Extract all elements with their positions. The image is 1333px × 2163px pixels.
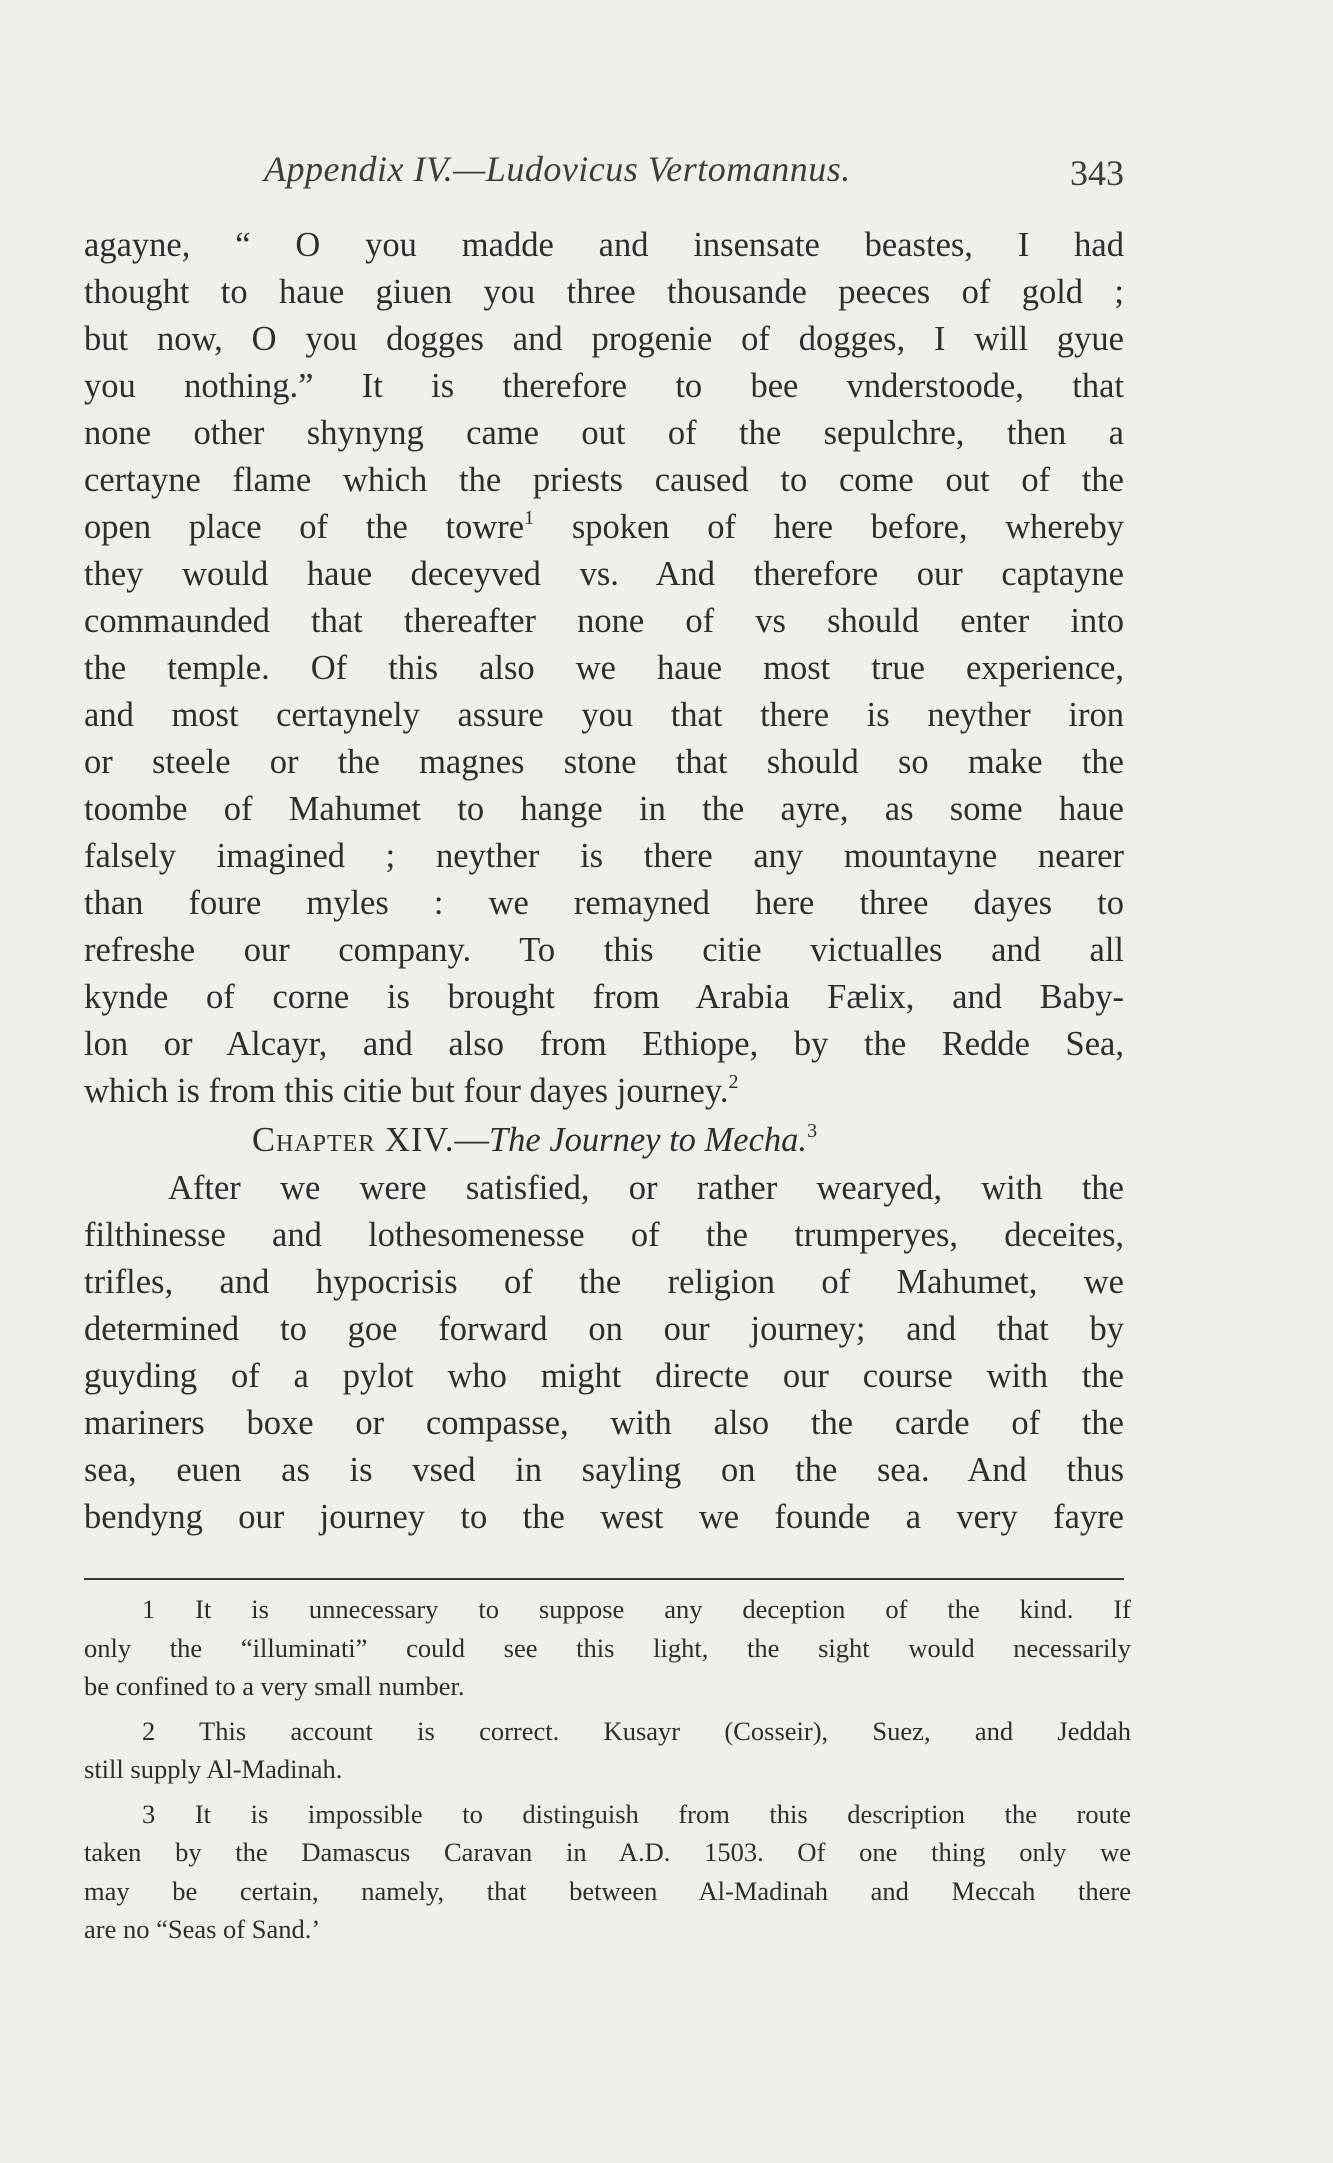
chapter-heading (84, 1115, 1124, 1165)
chapter-label: Chapter XIV. (252, 1121, 455, 1159)
text-line: agayne, “ O you madde and insensate beastes, I had (84, 226, 1124, 264)
text-line: refreshe our company. To this citie victualles and all (84, 931, 1124, 969)
text-fragment: open place of the towre (84, 508, 525, 546)
footnote-line: still supply Al-Madinah. (84, 1754, 343, 1784)
text-line: toombe of Mahumet to hange in the ayre, as some haue (84, 790, 1124, 828)
text-fragment: which is from this citie but four dayes journey. (84, 1072, 729, 1110)
footnote-line: 3 It is impossible to distinguish from this description the route (142, 1798, 1131, 1829)
footnote-ref-3: 3 (807, 1120, 818, 1142)
text-line: guyding of a pylot who might directe our course with the (84, 1357, 1124, 1395)
text-line: and most certaynely assure you that there is neyther iron (84, 696, 1124, 734)
text-line: none other shynyng came out of the sepulchre, then a (84, 414, 1124, 452)
text-fragment: spoken of here before, whereby (534, 508, 1124, 546)
text-line: kynde of corne is brought from Arabia Fælix, and Baby- (84, 978, 1124, 1016)
footnote-line: 2 This account is correct. Kusayr (Cosseir), Suez, and Jeddah (142, 1715, 1131, 1746)
page-header (84, 148, 1124, 192)
running-head: Appendix IV.—Ludovicus Vertomannus. (264, 149, 851, 189)
text-line: than foure myles : we remayned here three dayes to (84, 884, 1124, 922)
text-line: thought to haue giuen you three thousande peeces of gold ; (84, 273, 1124, 311)
text-line: falsely imagined ; neyther is there any mountayne nearer (84, 837, 1124, 875)
page-number: 343 (1070, 153, 1124, 193)
text-line: mariners boxe or compasse, with also the carde of the (84, 1404, 1124, 1442)
text-line: filthinesse and lothesomenesse of the trumperyes, deceites, (84, 1216, 1124, 1254)
text-line: you nothing.” It is therefore to bee vnderstoode, that (84, 367, 1124, 405)
text-line: trifles, and hypocrisis of the religion of Mahumet, we (84, 1263, 1124, 1301)
footnote-line: be confined to a very small number. (84, 1671, 465, 1701)
text-line: bendyng our journey to the west we founde a very fayre (84, 1498, 1124, 1536)
text-line: sea, euen as is vsed in sayling on the sea. And thus (84, 1451, 1124, 1489)
text-line: but now, O you dogges and progenie of dogges, I will gyue (84, 320, 1124, 358)
text-line: lon or Alcayr, and also from Ethiope, by the Redde Sea, (84, 1025, 1124, 1063)
footnote-line: taken by the Damascus Caravan in A.D. 1503. Of one thing only we (84, 1837, 1131, 1867)
footnote-line: are no “Seas of Sand.’ (84, 1914, 321, 1944)
footnote-line: may be certain, namely, that between Al-Madinah and Meccah there (84, 1875, 1131, 1906)
footnote-ref-1: 1 (524, 507, 535, 529)
text-line: determined to goe forward on our journey; and that by (84, 1310, 1124, 1348)
text-line: the temple. Of this also we haue most true experience, (84, 649, 1124, 687)
footnotes (84, 1590, 1131, 1949)
footnote-ref-2: 2 (728, 1071, 739, 1093)
chapter-dash: — (454, 1121, 489, 1159)
text-line (84, 1068, 1124, 1115)
footnote-rule (84, 1578, 1124, 1580)
text-line: they would haue deceyved vs. And therefore our captayne (84, 555, 1124, 593)
text-line: certayne flame which the priests caused to come out of the (84, 461, 1124, 499)
chapter-title: The Journey to Mecha. (488, 1121, 808, 1159)
text-line (84, 504, 1124, 551)
text-line: commaunded that thereafter none of vs should enter into (84, 602, 1124, 640)
text-line: After we were satisfied, or rather wearyed, with the (168, 1169, 1124, 1207)
footnote-line: 1 It is unnecessary to suppose any deception of the kind. If (142, 1594, 1131, 1624)
footnote-line: only the “illuminati” could see this light, the sight would necessarily (84, 1632, 1131, 1663)
body-text (84, 222, 1124, 1541)
text-line: or steele or the magnes stone that should so make the (84, 743, 1124, 781)
